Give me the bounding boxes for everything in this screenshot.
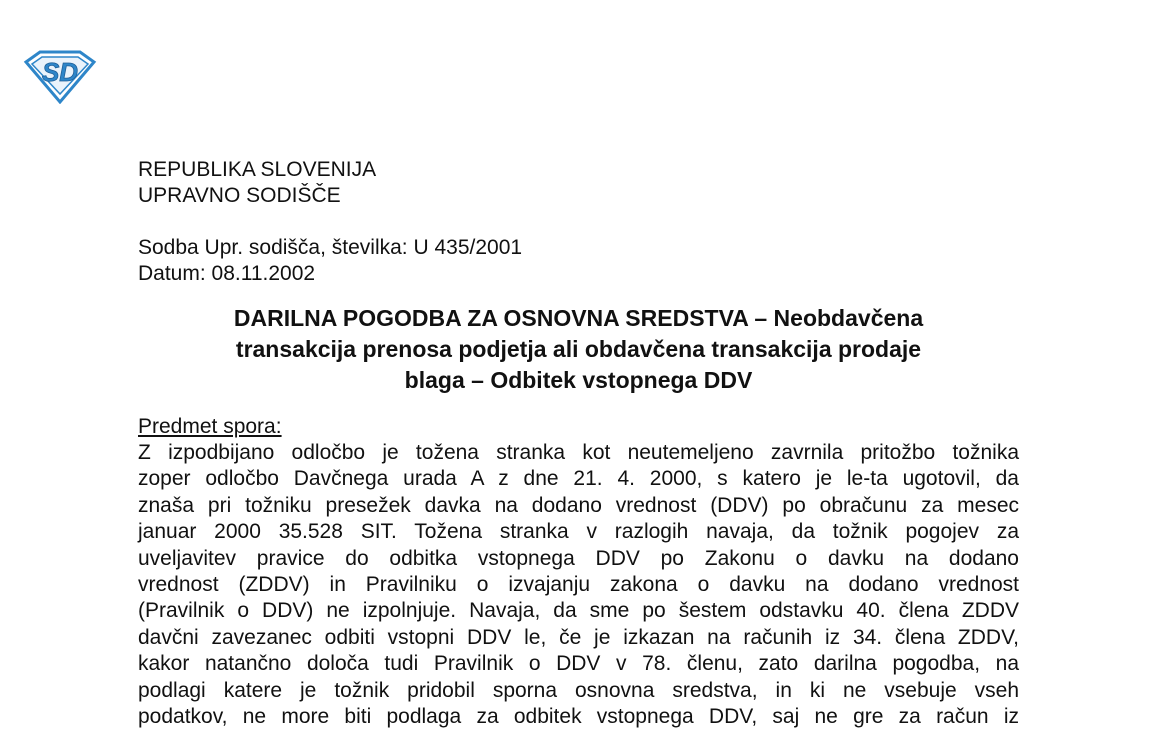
court-logo (22, 48, 98, 104)
paragraph-line: podlagi katere je tožnik pridobil sporna osnovna sredstva, in ki ne vsebuje vseh (138, 678, 1019, 702)
paragraph-line: Z izpodbijano odločbo je tožena stranka kot neutemeljeno zavrnila pritožbo tožnika (138, 441, 1019, 464)
paragraph-line: zoper odločbo Davčnega urada A z dne 21. 4. 2000, s katero je le-ta ugotovil, da (138, 467, 1019, 491)
logo-text: SD (41, 57, 79, 87)
paragraph-line: davčni zavezanec odbiti vstopni DDV le, če je izkazan na računih iz 34. člena ZDDV, (138, 625, 1019, 649)
case-date: Datum: 08.11.2002 (138, 262, 316, 285)
paragraph-line: vrednost (ZDDV) in Pravilniku o izvajanju zakona o davku na dodano vrednost (138, 572, 1019, 596)
paragraph-line: znaša pri tožniku presežek davka na dodano vrednost (DDV) po obračunu za mesec (138, 493, 1019, 517)
case-number: Sodba Upr. sodišča, številka: U 435/2001 (138, 236, 523, 259)
header-court: UPRAVNO SODIŠČE (138, 184, 341, 207)
section-label: Predmet spora: (138, 415, 282, 438)
title-line-2: transakcija prenosa podjetja ali obdavčena transakcija prodaje (235, 336, 922, 362)
paragraph-line: kakor natančno določa tudi Pravilnik o DDV v 78. členu, zato darilna pogodba, na (138, 652, 1019, 676)
paragraph-line: januar 2000 35.528 SIT. Tožena stranka v razlogih navaja, da tožnik pogojev za (138, 520, 1019, 544)
title-line-3: blaga – Odbitek vstopnega DDV (404, 367, 753, 393)
header-country: REPUBLIKA SLOVENIJA (138, 158, 377, 181)
document-title (138, 303, 1019, 396)
title-line-1: DARILNA POGODBA ZA OSNOVNA SREDSTVA – Neobdavčena (233, 305, 924, 331)
section-paragraph (138, 440, 1019, 730)
paragraph-line: (Pravilnik o DDV) ne izpolnjuje. Navaja, da sme po šestem odstavku 40. člena ZDDV (138, 599, 1019, 623)
document-body (138, 157, 1019, 730)
paragraph-line: podatkov, ne more biti podlaga za odbitek vstopnega DDV, saj ne gre za račun iz (138, 704, 1019, 728)
paragraph-line: uveljavitev pravice do odbitka vstopnega DDV po Zakonu o davku na dodano (138, 546, 1019, 570)
